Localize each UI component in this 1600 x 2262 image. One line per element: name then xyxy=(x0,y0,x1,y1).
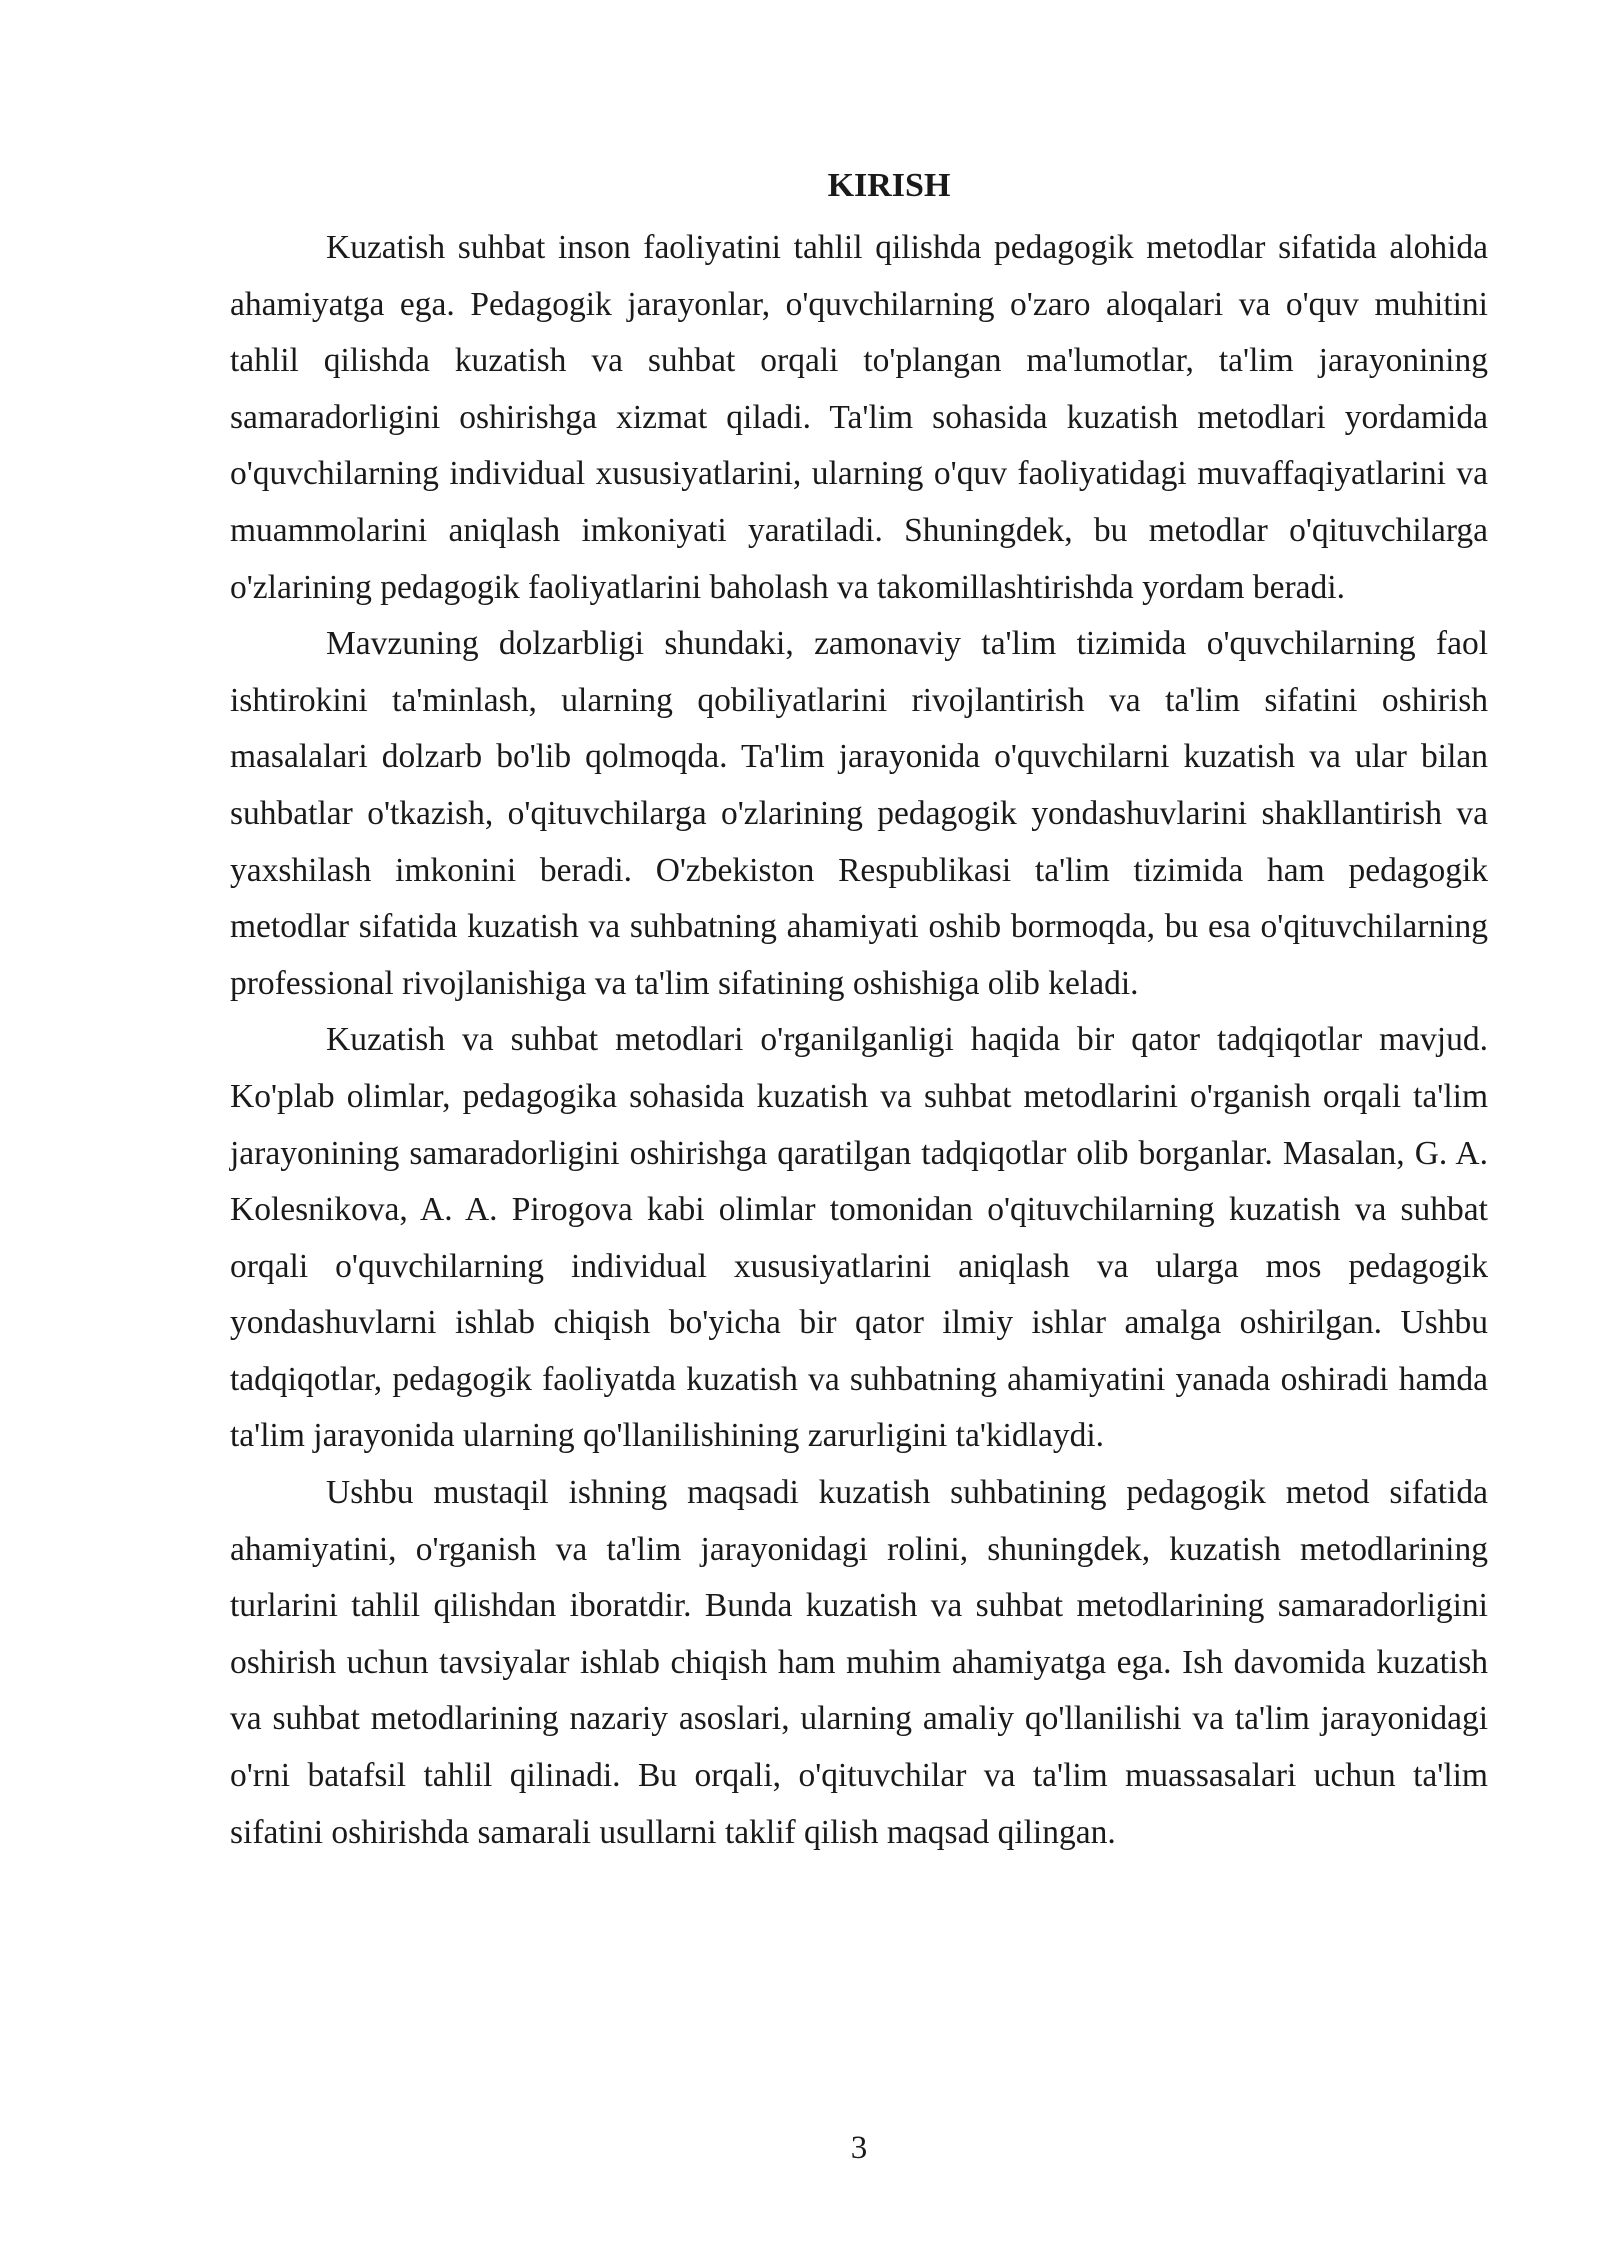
page-number: 3 xyxy=(850,2130,868,2166)
page-content xyxy=(230,160,1488,1861)
paragraph-relevance: Mavzuning dolzarbligi shundaki, zamonaviy ta'lim tizimida o'quvchilarning faol ishtirokini ta'minlash, ularning qobiliyatlarini rivojlantirish va ta'lim sifatini oshirish masalalari dolzarb bo'lib qolmoqda. Ta'lim jarayonida o'quvchilarni kuzatish va ular bilan suhbatlar o'tkazish, o'qituvchilarga o'zlarining pedagogik yondashuvlarini shakllantirish va yaxshilash imkonini beradi. O'zbekiston Respublikasi ta'lim tizimida ham pedagogik metodlar sifatida kuzatish va suhbatning ahamiyati oshib bormoqda, bu esa o'qituvchilarning professional rivojlanishiga va ta'lim sifatining oshishiga olib keladi. xyxy=(230,625,1488,1002)
paragraph-prior-research: Kuzatish va suhbat metodlari o'rganilganligi haqida bir qator tadqiqotlar mavjud. Ko'plab olimlar, pedagogika sohasida kuzatish va suhbat metodlarini o'rganish orqali ta'lim jarayonining samaradorligini oshirishga qaratilgan tadqiqotlar olib borganlar. Masalan, G. A. Kolesnikova, A. A. Pirogova kabi olimlar tomonidan o'qituvchilarning kuzatish va suhbat orqali o'quvchilarning individual xususiyatlarini aniqlash va ularga mos pedagogik yondashuvlarni ishlab chiqish bo'yicha bir qator ilmiy ishlar amalga oshirilgan. Ushbu tadqiqotlar, pedagogik faoliyatda kuzatish va suhbatning ahamiyatini yanada oshiradi hamda ta'lim jarayonida ularning qo'llanilishining zarurligini ta'kidlaydi. xyxy=(230,1021,1488,1455)
paragraph-objective: Ushbu mustaqil ishning maqsadi kuzatish suhbatining pedagogik metod sifatida ahamiyatini, o'rganish va ta'lim jarayonidagi rolini, shuningdek, kuzatish metodlarining turlarini tahlil qilishdan iboratdir. Bunda kuzatish va suhbat metodlarining samaradorligini oshirish uchun tavsiyalar ishlab chiqish ham muhim ahamiyatga ega. Ish davomida kuzatish va suhbat metodlarining nazariy asoslari, ularning amaliy qo'llanilishi va ta'lim jarayonidagi o'rni batafsil tahlil qilinadi. Bu orqali, o'qituvchilar va ta'lim muassasalari uchun ta'lim sifatini oshirishda samarali usullarni taklif qilish maqsad qilingan. xyxy=(230,1474,1488,1851)
paragraph-introduction: Kuzatish suhbat inson faoliyatini tahlil qilishda pedagogik metodlar sifatida alohida ahamiyatga ega. Pedagogik jarayonlar, o'quvchilarning o'zaro aloqalari va o'quv muhitini tahlil qilishda kuzatish va suhbat orqali to'plangan ma'lumotlar, ta'lim jarayonining samaradorligini oshirishga xizmat qiladi. Ta'lim sohasida kuzatish metodlari yordamida o'quvchilarning individual xususiyatlarini, ularning o'quv faoliyatidagi muvaffaqiyatlarini va muammolarini aniqlash imkoniyati yaratiladi. Shuningdek, bu metodlar o'qituvchilarga o'zlarining pedagogik faoliyatlarini baholash va takomillashtirishda yordam beradi. xyxy=(230,229,1488,606)
section-title: KIRISH xyxy=(827,167,951,204)
